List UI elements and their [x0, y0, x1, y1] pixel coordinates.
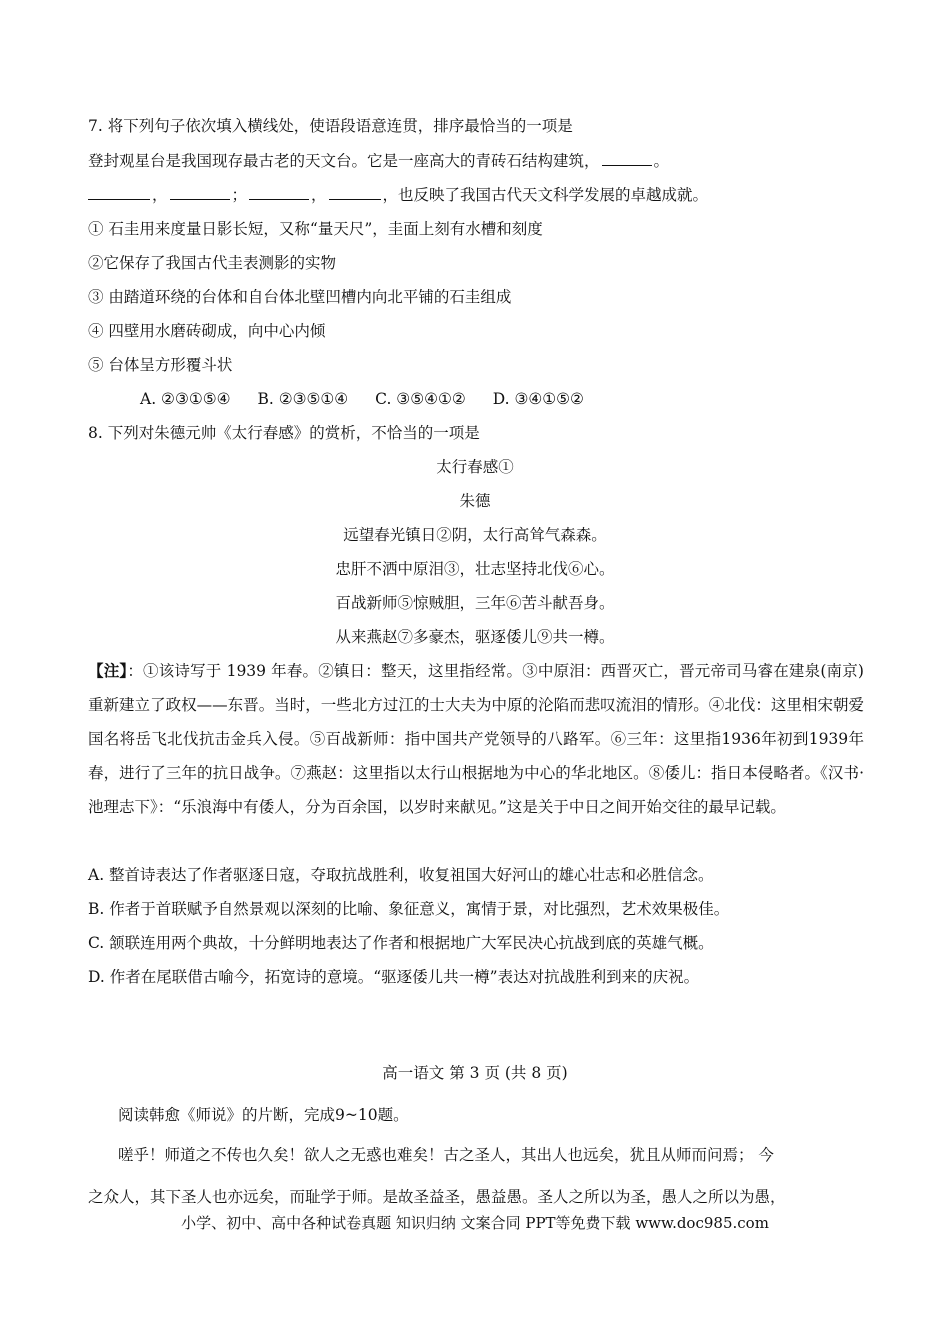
- fill-blank: [249, 185, 309, 200]
- q7-option-c[interactable]: C. ③⑤④①②: [375, 390, 466, 408]
- q7-punct: ；: [231, 186, 248, 204]
- q7-option-b[interactable]: B. ②③⑤①④: [257, 390, 349, 408]
- q7-sentence: ③ 由踏道环绕的台体和自台体北壁凹槽内向北平铺的石圭组成: [88, 288, 512, 306]
- note-text: ：①该诗写于 1939 年春。②镇日：整天，这里指经常。③中原泪：西晋灭亡，晋元帝司马睿在建泉(南京) 重新建立了政权——东晋。当时，一些北方过江的士大夫为中原的沦陷而悲叹流泪的情形。④北伐：这里相宋朝爱国名将岳飞北伐抗击金兵入侵。⑤百战新师：指中国共产党领导的八路军。⑥三年：这里指1936年初到1939年春，进行了三年的抗日战争。⑦燕赵：这里指以太行山根据地为中心的华北地区。⑧倭儿：指日本侵略者。《汉书·池理志下》：“乐浪海中有倭人，分为百余国，以岁时来献见。”这是关于中日之间开始交往的最早记载。: [88, 662, 864, 816]
- q7-passage-line-1: [88, 150, 669, 172]
- q7-punct: ，: [152, 186, 168, 204]
- page-number-header: 高一语文 第 3 页 (共 8 页): [382, 1064, 568, 1082]
- fill-blank: [602, 151, 652, 166]
- site-footer: 小学、初中、高中各种试卷真题 知识归纳 文案合同 PPT等免费下载 www.doc985.com: [181, 1214, 769, 1232]
- poem-title: 太行春感①: [436, 458, 514, 476]
- q7-sentence: ④ 四壁用水磨砖砌成，向中心内倾: [88, 322, 326, 340]
- poem-author: 朱德: [459, 492, 491, 510]
- poem-line: 从来燕赵⑦多豪杰，驱逐倭儿⑨共一樽。: [335, 628, 615, 646]
- q7-punct: ，: [311, 186, 327, 204]
- q7-option-d[interactable]: D. ③④①⑤②: [492, 390, 584, 408]
- note-label: 【注】: [88, 661, 128, 680]
- q7-option-a[interactable]: A. ②③①⑤④: [140, 390, 231, 408]
- q8-option-d[interactable]: D. 作者在尾联借古喻今，拓宽诗的意境。“驱逐倭儿共一樽”表达对抗战胜利到来的庆祝。: [88, 968, 700, 986]
- q7-passage-punct: 。: [653, 152, 670, 170]
- reading-line: 嗟乎！师道之不传也久矣！欲人之无惑也难矣！古之圣人，其出人也远矣，犹且从师而问焉； 今: [118, 1146, 774, 1164]
- q7-passage-line-2: [88, 184, 708, 206]
- reading-line: 之众人，其下圣人也亦远矣，而耻学于师。是故圣益圣，愚益愚。圣人之所以为圣，愚人之所以为愚，: [88, 1188, 786, 1206]
- q7-passage-text: ，也反映了我国古代天文科学发展的卓越成就。: [382, 186, 709, 204]
- q7-sentence: ⑤ 台体呈方形覆斗状: [88, 356, 233, 374]
- q8-option-c[interactable]: C. 颔联连用两个典故，十分鲜明地表达了作者和根据地广大军民决心抗战到底的英雄气概。: [88, 934, 714, 952]
- fill-blank: [88, 185, 150, 200]
- q7-options: [140, 388, 606, 410]
- fill-blank: [329, 185, 381, 200]
- q8-option-b[interactable]: B. 作者于首联赋予自然景观以深刻的比喻、象征意义，寓情于景，对比强烈，艺术效果极佳。: [88, 900, 730, 918]
- fill-blank: [170, 185, 230, 200]
- poem-line: 忠肝不洒中原泪③，壮志坚持北伐⑥心。: [335, 560, 615, 578]
- q7-sentence: ②它保存了我国古代圭表测影的实物: [88, 254, 337, 272]
- reading-intro: 阅读韩愈《师说》的片断，完成9~10题。: [118, 1106, 409, 1124]
- q7-stem: 7. 将下列句子依次填入横线处，使语段语意连贯，排序最恰当的一项是: [88, 117, 573, 135]
- poem-line: 百战新师⑤惊贼胆，三年⑥苦斗献吾身。: [335, 594, 615, 612]
- poem-notes: [88, 654, 864, 824]
- q8-option-a[interactable]: A. 整首诗表达了作者驱逐日寇，夺取抗战胜利，收复祖国大好河山的雄心壮志和必胜信念。: [88, 866, 714, 884]
- q7-passage-text: 登封观星台是我国现存最古老的天文台。它是一座高大的青砖石结构建筑，: [88, 152, 600, 170]
- q7-sentence: ① 石圭用来度量日影长短，又称“量天尺”，圭面上刻有水槽和刻度: [88, 220, 543, 238]
- q8-stem: 8. 下列对朱德元帅《太行春感》的赏析，不恰当的一项是: [88, 424, 480, 442]
- poem-line: 远望春光镇日②阴，太行高耸气森森。: [343, 526, 607, 544]
